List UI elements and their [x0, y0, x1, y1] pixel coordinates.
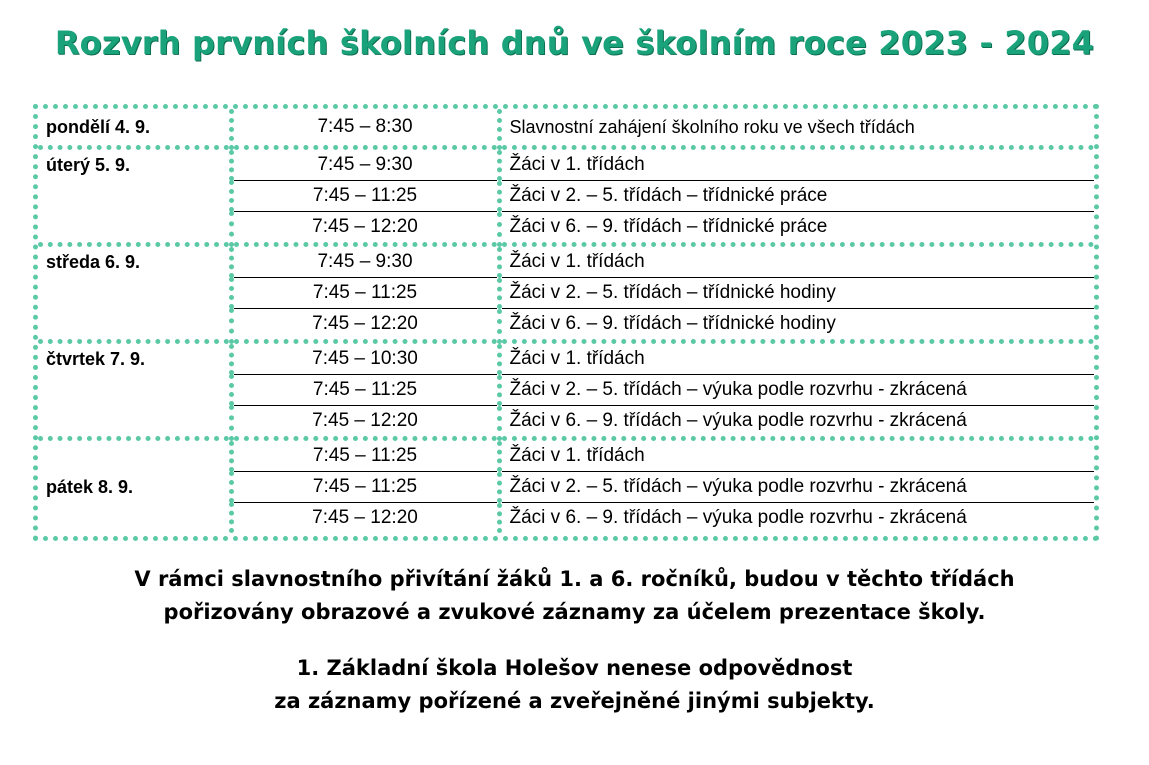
description-cell: Žáci v 2. – 5. třídách – výuka podle rozvrhu - zkrácená — [499, 472, 1094, 503]
time-cell: 7:45 – 9:30 — [231, 245, 499, 278]
time-cell: 7:45 – 10:30 — [231, 342, 499, 375]
disclaimer-notice-line: za záznamy pořízené a zveřejněné jinými subjekty. — [274, 689, 875, 713]
day-cell-wednesday: středa 6. 9. — [38, 245, 231, 342]
time-cell: 7:45 – 11:25 — [231, 181, 499, 212]
description-cell: Žáci v 2. – 5. třídách – třídnické hodiny — [499, 278, 1094, 309]
day-cell-tuesday: úterý 5. 9. — [38, 148, 231, 245]
description-cell: Žáci v 2. – 5. třídách – výuka podle rozvrhu - zkrácená — [499, 375, 1094, 406]
time-cell: 7:45 – 11:25 — [231, 278, 499, 309]
time-cell: 7:45 – 12:20 — [231, 503, 499, 534]
time-cell: 7:45 – 11:25 — [231, 375, 499, 406]
description-cell: Žáci v 6. – 9. třídách – třídnické práce — [499, 212, 1094, 245]
page-title: Rozvrh prvních školních dnů ve školním roce 2023 - 2024 — [54, 24, 1095, 62]
description-cell: Žáci v 6. – 9. třídách – třídnické hodiny — [499, 309, 1094, 342]
description-cell: Slavnostní zahájení školního roku ve všech třídách — [509, 117, 915, 137]
day-cell-monday: pondělí 4. 9. — [38, 109, 231, 148]
time-cell: 7:45 – 9:30 — [231, 148, 499, 181]
description-cell: Žáci v 6. – 9. třídách – výuka podle rozvrhu - zkrácená — [499, 503, 1094, 534]
day-cell-thursday: čtvrtek 7. 9. — [38, 342, 231, 439]
disclaimer-notice-line: 1. Základní škola Holešov nenese odpovědnost — [296, 656, 853, 680]
table-row — [38, 342, 1094, 375]
schedule-table — [38, 109, 1094, 533]
description-cell: Žáci v 1. třídách — [499, 245, 1094, 278]
time-cell: 7:45 – 11:25 — [231, 439, 499, 472]
description-cell: Žáci v 6. – 9. třídách – výuka podle rozvrhu - zkrácená — [499, 406, 1094, 439]
time-cell: 7:45 – 8:30 — [231, 109, 499, 148]
description-cell: Žáci v 1. třídách — [499, 342, 1094, 375]
table-row — [38, 109, 1094, 148]
time-cell: 7:45 – 12:20 — [231, 212, 499, 245]
description-cell: Žáci v 1. třídách — [499, 148, 1094, 181]
schedule-table-frame — [33, 104, 1099, 541]
table-row — [38, 439, 1094, 472]
recording-notice — [0, 563, 1149, 629]
recording-notice-line: pořizovány obrazové a zvukové záznamy za účelem prezentace školy. — [163, 600, 986, 624]
time-cell: 7:45 – 12:20 — [231, 309, 499, 342]
recording-notice-line: V rámci slavnostního přivítání žáků 1. a 6. ročníků, budou v těchto třídách — [134, 567, 1015, 591]
description-cell: Žáci v 1. třídách — [499, 439, 1094, 472]
time-cell: 7:45 – 11:25 — [231, 472, 499, 503]
table-row — [38, 245, 1094, 278]
description-cell: Žáci v 2. – 5. třídách – třídnické práce — [499, 181, 1094, 212]
table-row — [38, 148, 1094, 181]
disclaimer-notice — [0, 652, 1149, 718]
day-cell-friday: pátek 8. 9. — [38, 439, 231, 534]
time-cell: 7:45 – 12:20 — [231, 406, 499, 439]
